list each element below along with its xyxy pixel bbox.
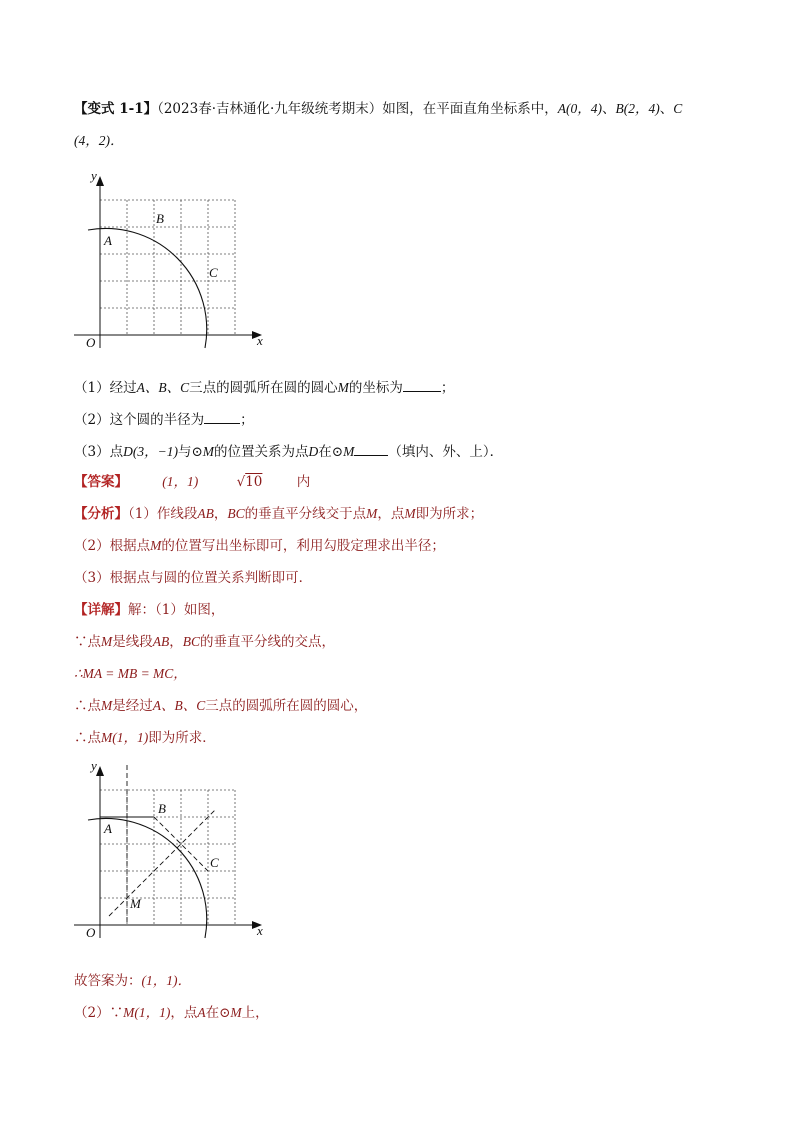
q1-end: ；	[440, 380, 455, 396]
detail-text: 是经过	[112, 698, 153, 714]
radicand: 10	[245, 474, 263, 490]
detail-equation: ∴MA = MB = MC，	[74, 666, 187, 681]
points-abc: A、B、C	[152, 698, 206, 713]
x-axis-label: x	[257, 333, 263, 348]
detail-line1	[74, 601, 224, 619]
q1-m: M	[337, 380, 349, 395]
point-m-label: M	[130, 896, 141, 911]
point-m: M	[230, 1005, 242, 1020]
y-axis-arrow	[96, 176, 104, 186]
q3-m: M	[202, 444, 215, 459]
q1-text: （1）经过	[74, 380, 137, 396]
detail-text: 解：（1）如图，	[128, 602, 225, 618]
analysis-line2	[74, 537, 445, 555]
detail-text: ∵点	[74, 634, 101, 650]
question-2	[74, 410, 254, 429]
q3-m2: M	[343, 444, 355, 459]
analysis-tag: 【分析】	[74, 506, 128, 522]
detail-text: （2）∵	[74, 1005, 124, 1021]
analysis-line1	[74, 505, 483, 523]
detail-line3	[74, 665, 187, 683]
analysis-text: （2）根据点	[74, 538, 151, 554]
point-a-label: A	[104, 821, 112, 836]
point-m-coords: M(1，1)	[101, 730, 149, 745]
q3-blank	[354, 442, 388, 456]
analysis-text: （3）根据点与圆的位置关系判断即可．	[74, 570, 313, 586]
answer-tag: 【答案】	[74, 474, 128, 490]
point-a-coords: A(0，4)	[557, 101, 603, 116]
separator: 、	[659, 101, 674, 117]
answer-value: (1，1)．	[141, 973, 191, 988]
seg-bc: BC	[182, 634, 201, 649]
figure-1	[70, 168, 270, 353]
point-c-label-fig: C	[209, 265, 218, 280]
detail-text: 是线段	[112, 634, 153, 650]
q3-text: （填内、外、上）．	[388, 444, 504, 460]
q1-blank	[403, 378, 441, 392]
point-b-label: B	[156, 211, 164, 226]
q3-text: 与⊙	[177, 444, 203, 460]
y-axis-label: y	[91, 168, 97, 183]
problem-header-line1	[74, 100, 682, 118]
detail-line2	[74, 633, 335, 651]
analysis-text: ，	[213, 506, 228, 522]
detail-text: ∴点	[74, 730, 101, 746]
detail-text: 的垂直平分线的交点，	[200, 634, 336, 650]
point-m: M	[366, 506, 378, 521]
point-c-coords: (4，2)．	[74, 133, 124, 148]
point-m: M	[404, 506, 416, 521]
q1-text: 的坐标为	[348, 380, 403, 396]
detail-text: 三点的圆弧所在圆的圆心，	[205, 698, 368, 714]
answer-line	[74, 473, 310, 491]
problem-header-line2	[74, 132, 124, 150]
seg-bc: BC	[227, 506, 245, 521]
answer-2: √10	[236, 474, 263, 490]
detail-tag: 【详解】	[74, 602, 128, 618]
q3-d2: D	[308, 444, 319, 459]
y-axis-arrow	[96, 766, 104, 776]
analysis-text: 的垂直平分线交于点	[244, 506, 367, 522]
perpendicular-bisectors	[109, 765, 216, 925]
q1-text: 三点的圆弧所在圆的圆心	[189, 380, 338, 396]
detail-text: 故答案为：	[74, 973, 142, 989]
detail-text: 即为所求．	[148, 730, 216, 746]
analysis-text: 的位置写出坐标即可，利用勾股定理求出半径；	[161, 538, 445, 554]
analysis-text: 即为所求；	[415, 506, 484, 522]
analysis-line3	[74, 569, 312, 587]
figure-2	[70, 757, 270, 942]
detail-text: ∴点	[74, 698, 101, 714]
detail-text: ，	[169, 634, 183, 650]
detail-line5	[74, 729, 216, 747]
analysis-text: ，点	[377, 506, 405, 522]
analysis-text: （1）作线段	[128, 506, 198, 522]
detail-answer	[74, 972, 191, 990]
detail-line4	[74, 697, 367, 715]
point-c-label: C	[673, 101, 683, 116]
point-a: A	[197, 1005, 206, 1020]
x-axis-label: x	[257, 923, 263, 938]
detail-text: 上，	[241, 1005, 269, 1021]
q3-d: D(3，−1)	[123, 444, 178, 459]
q1-points: A、B、C	[136, 380, 190, 395]
answer-1: (1，1)	[162, 474, 199, 489]
detail-text: 在⊙	[205, 1005, 231, 1021]
point-m-coords: M(1，1)	[123, 1005, 171, 1020]
seg-ab: AB	[152, 634, 170, 649]
q3-text: （3）点	[74, 444, 124, 460]
point-m: M	[150, 538, 162, 553]
question-3	[74, 442, 503, 461]
detail-text: ，点	[170, 1005, 198, 1021]
q3-text: 在⊙	[318, 444, 344, 460]
detail-q2-line	[74, 1004, 269, 1022]
problem-source: （2023春·吉林通化·九年级统考期末）如图，在平面直角坐标系中，	[157, 101, 558, 117]
q3-text: 的位置关系为点	[214, 444, 309, 460]
question-1	[74, 378, 454, 397]
variant-tag: 【变式 1-1】	[74, 101, 158, 117]
answer-3: 内	[296, 474, 311, 490]
point-a-label: A	[104, 233, 112, 248]
q2-text: （2）这个圆的半径为	[74, 412, 205, 428]
seg-ab: AB	[197, 506, 214, 521]
q2-blank	[204, 410, 240, 424]
origin-label: O	[86, 925, 96, 940]
q2-end: ；	[240, 412, 254, 428]
separator: 、	[602, 101, 616, 117]
point-c-label: C	[210, 855, 219, 870]
point-b-coords: B(2，4)	[615, 101, 660, 116]
point-b-label: B	[158, 801, 166, 816]
point-m: M	[101, 698, 113, 713]
point-m: M	[101, 634, 113, 649]
origin-label: O	[86, 335, 96, 350]
y-axis-label: y	[91, 758, 97, 773]
